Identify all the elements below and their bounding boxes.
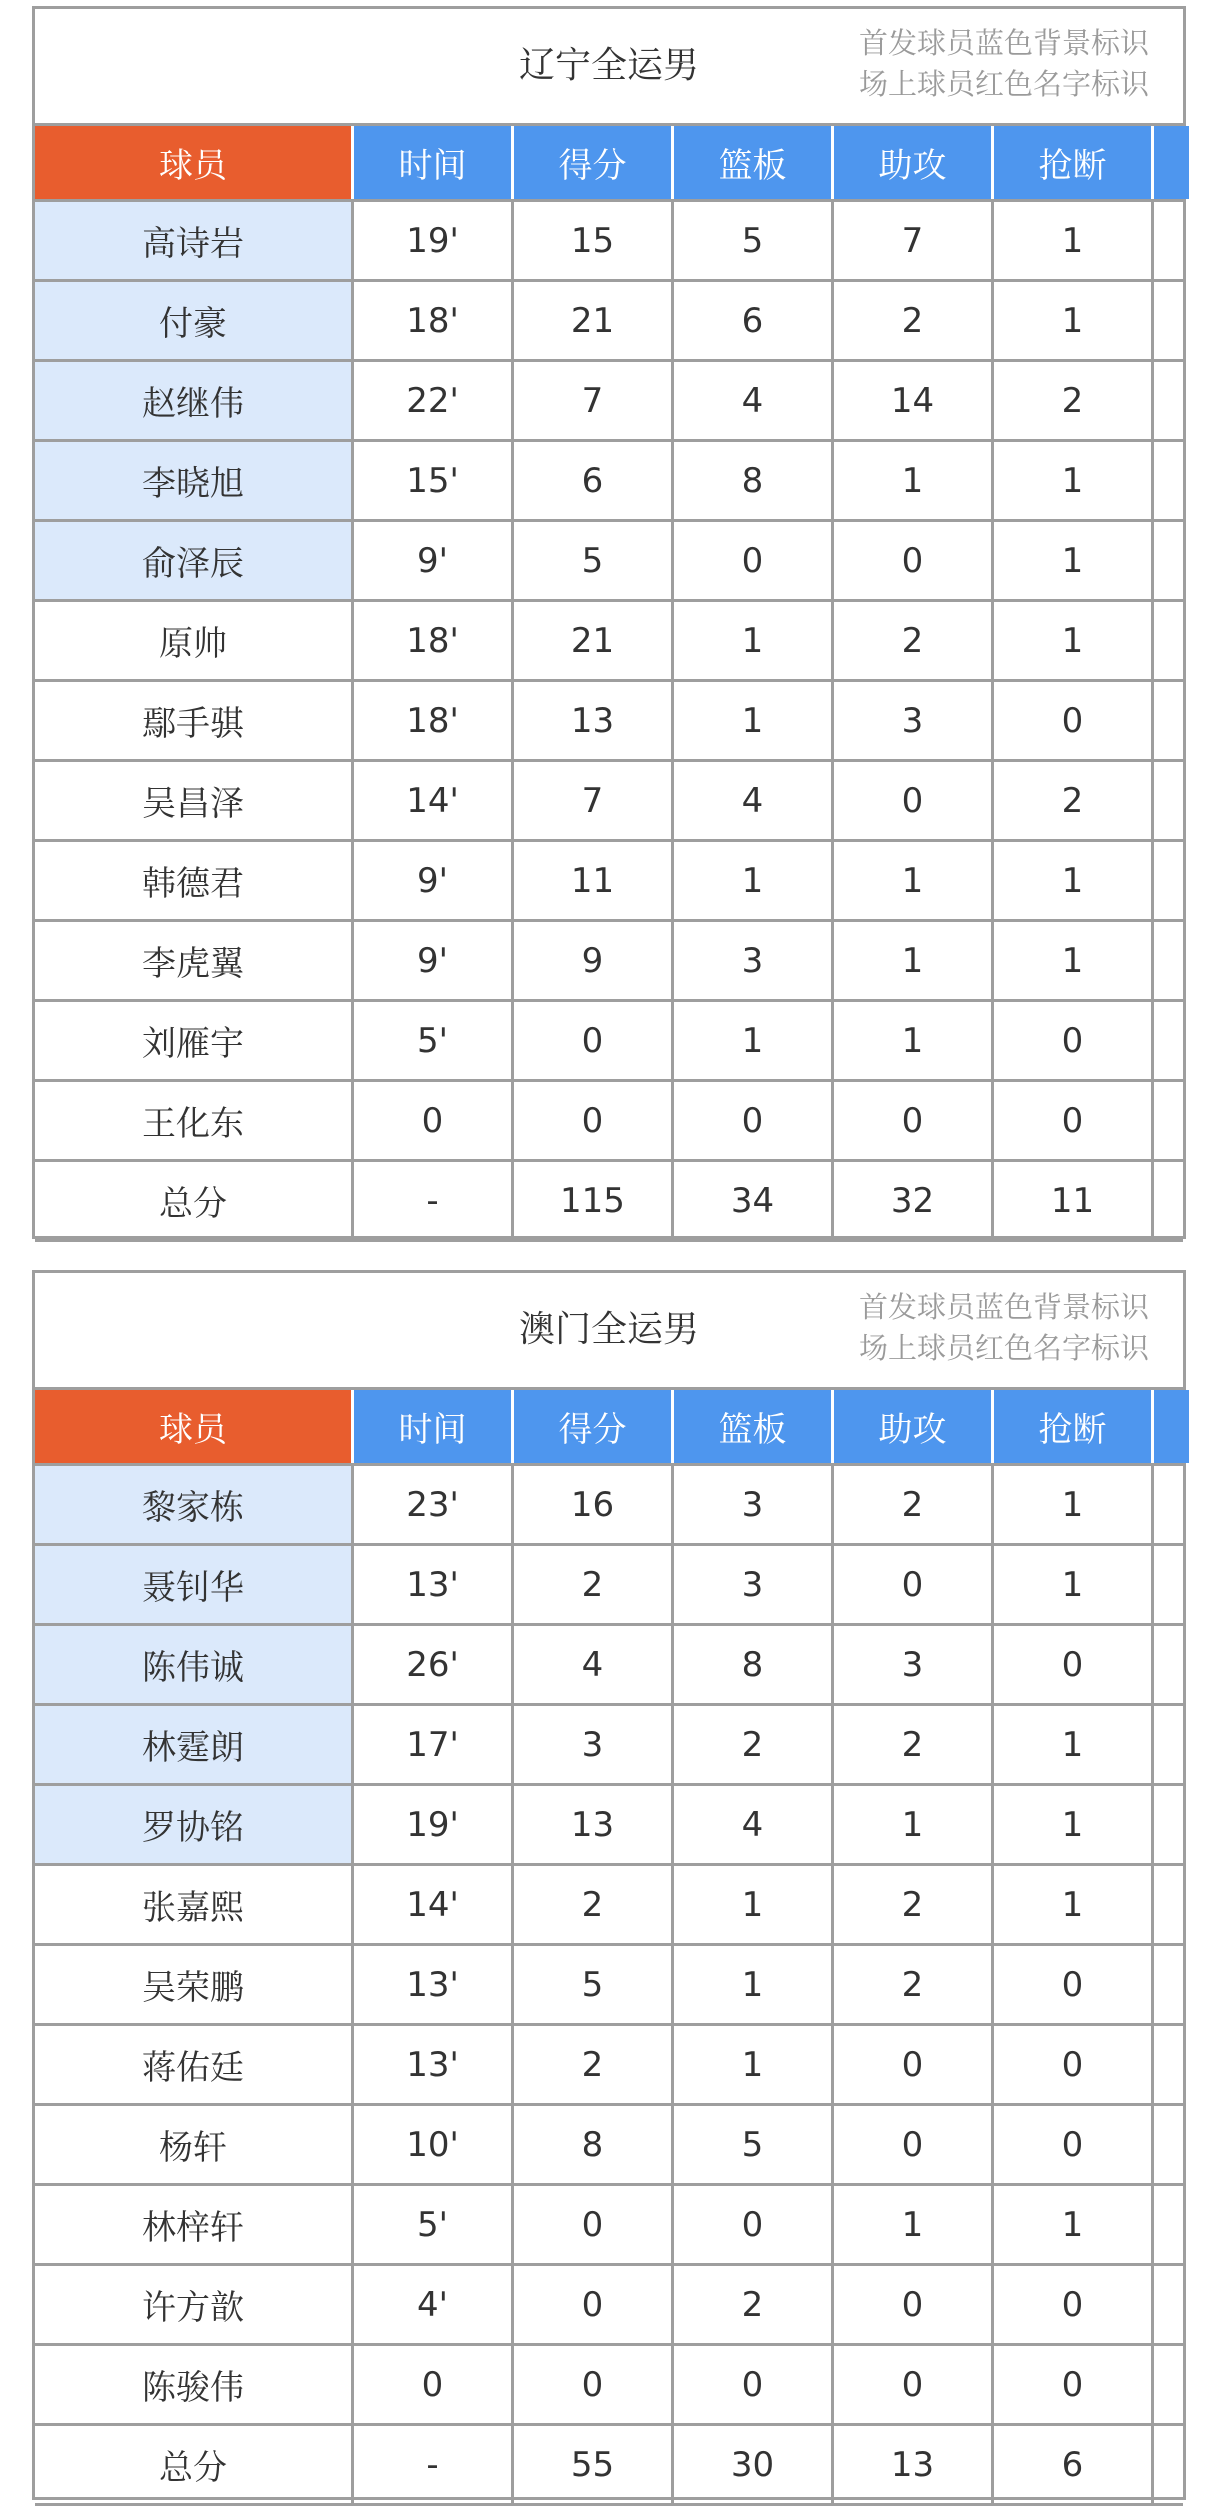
steals-cell: 1 (994, 842, 1154, 919)
player-name-cell: 原帅 (35, 602, 354, 679)
player-rows (35, 202, 1183, 1242)
total-rebounds-cell: 30 (674, 2426, 834, 2503)
assists-cell: 1 (834, 2186, 994, 2263)
points-cell: 2 (514, 1866, 674, 1943)
points-cell: 6 (514, 442, 674, 519)
player-row (35, 2186, 1183, 2266)
steals-cell: 0 (994, 1002, 1154, 1079)
column-header-steals: 抢断 (994, 1390, 1154, 1463)
player-row (35, 762, 1183, 842)
assists-cell: 0 (834, 2026, 994, 2103)
player-name-cell: 杨轩 (35, 2106, 354, 2183)
time-cell: 4' (354, 2266, 514, 2343)
row-overflow-cell (1154, 2426, 1189, 2503)
player-name-cell: 黎家栋 (35, 1466, 354, 1543)
rebounds-cell: 4 (674, 762, 834, 839)
total-label-cell: 总分 (35, 2426, 354, 2503)
total-time-cell: - (354, 1162, 514, 1239)
team-table-macau (32, 1270, 1186, 2500)
assists-cell: 0 (834, 1546, 994, 1623)
rebounds-cell: 4 (674, 1786, 834, 1863)
column-header-time: 时间 (354, 126, 514, 199)
points-cell: 2 (514, 2026, 674, 2103)
team-name: 辽宁全运男 (518, 45, 699, 86)
player-name-cell: 高诗岩 (35, 202, 354, 279)
rebounds-cell: 3 (674, 922, 834, 999)
rebounds-cell: 0 (674, 2186, 834, 2263)
column-header-player: 球员 (35, 126, 354, 199)
assists-cell: 0 (834, 2266, 994, 2343)
column-header-overflow (1154, 126, 1189, 199)
steals-cell: 1 (994, 602, 1154, 679)
total-points-cell: 115 (514, 1162, 674, 1239)
time-cell: 10' (354, 2106, 514, 2183)
player-row (35, 1786, 1183, 1866)
legend-oncourt-note: 场上球员红色名字标识 (858, 1331, 1149, 1365)
player-row (35, 1946, 1183, 2026)
player-row (35, 362, 1183, 442)
rebounds-cell: 1 (674, 1946, 834, 2023)
points-cell: 0 (514, 1082, 674, 1159)
rebounds-cell: 0 (674, 522, 834, 599)
legend-starter-note: 首发球员蓝色背景标识 (858, 26, 1149, 60)
rebounds-cell: 1 (674, 2026, 834, 2103)
rebounds-cell: 4 (674, 362, 834, 439)
assists-cell: 0 (834, 2106, 994, 2183)
player-name-cell: 王化东 (35, 1082, 354, 1159)
rebounds-cell: 8 (674, 442, 834, 519)
total-steals-cell: 11 (994, 1162, 1154, 1239)
time-cell: 14' (354, 762, 514, 839)
row-overflow-cell (1154, 2266, 1189, 2343)
assists-cell: 0 (834, 2346, 994, 2423)
column-header-row (35, 126, 1183, 202)
team-name: 澳门全运男 (518, 1309, 699, 1350)
time-cell: 18' (354, 282, 514, 359)
rebounds-cell: 0 (674, 2346, 834, 2423)
assists-cell: 1 (834, 1002, 994, 1079)
steals-cell: 0 (994, 1082, 1154, 1159)
player-row (35, 2346, 1183, 2426)
points-cell: 3 (514, 1706, 674, 1783)
player-name-cell: 许方歆 (35, 2266, 354, 2343)
player-row (35, 602, 1183, 682)
player-name-cell: 赵继伟 (35, 362, 354, 439)
legend-oncourt-note: 场上球员红色名字标识 (858, 67, 1149, 101)
table-title-bar (35, 9, 1183, 126)
row-overflow-cell (1154, 1162, 1189, 1239)
assists-cell: 0 (834, 762, 994, 839)
row-overflow-cell (1154, 202, 1189, 279)
assists-cell: 2 (834, 1706, 994, 1783)
team-table-liaoning (32, 6, 1186, 1239)
player-name-cell: 付豪 (35, 282, 354, 359)
assists-cell: 1 (834, 922, 994, 999)
total-time-cell: - (354, 2426, 514, 2503)
rebounds-cell: 1 (674, 602, 834, 679)
time-cell: 23' (354, 1466, 514, 1543)
assists-cell: 7 (834, 202, 994, 279)
column-header-assists: 助攻 (834, 1390, 994, 1463)
rebounds-cell: 3 (674, 1546, 834, 1623)
column-header-points: 得分 (514, 1390, 674, 1463)
player-name-cell: 俞泽辰 (35, 522, 354, 599)
player-name-cell: 林霆朗 (35, 1706, 354, 1783)
steals-cell: 1 (994, 1786, 1154, 1863)
steals-cell: 2 (994, 762, 1154, 839)
rebounds-cell: 2 (674, 1706, 834, 1783)
assists-cell: 0 (834, 1082, 994, 1159)
row-overflow-cell (1154, 1946, 1189, 2023)
player-row (35, 1626, 1183, 1706)
points-cell: 4 (514, 1626, 674, 1703)
row-overflow-cell (1154, 1546, 1189, 1623)
points-cell: 13 (514, 682, 674, 759)
steals-cell: 0 (994, 2026, 1154, 2103)
total-assists-cell: 32 (834, 1162, 994, 1239)
total-label-cell: 总分 (35, 1162, 354, 1239)
row-overflow-cell (1154, 922, 1189, 999)
steals-cell: 0 (994, 2346, 1154, 2423)
column-header-rebounds: 篮板 (674, 1390, 834, 1463)
row-overflow-cell (1154, 762, 1189, 839)
column-header-player: 球员 (35, 1390, 354, 1463)
assists-cell: 3 (834, 1626, 994, 1703)
rebounds-cell: 1 (674, 1866, 834, 1943)
points-cell: 21 (514, 282, 674, 359)
column-header-rebounds: 篮板 (674, 126, 834, 199)
player-name-cell: 吴昌泽 (35, 762, 354, 839)
steals-cell: 1 (994, 1866, 1154, 1943)
time-cell: 0 (354, 2346, 514, 2423)
column-header-assists: 助攻 (834, 126, 994, 199)
total-rebounds-cell: 34 (674, 1162, 834, 1239)
player-name-cell: 鄢手骐 (35, 682, 354, 759)
time-cell: 18' (354, 602, 514, 679)
assists-cell: 1 (834, 1786, 994, 1863)
points-cell: 7 (514, 762, 674, 839)
total-steals-cell: 6 (994, 2426, 1154, 2503)
player-row (35, 1466, 1183, 1546)
legend-note (859, 23, 1149, 105)
rebounds-cell: 8 (674, 1626, 834, 1703)
points-cell: 15 (514, 202, 674, 279)
time-cell: 13' (354, 1946, 514, 2023)
steals-cell: 0 (994, 1626, 1154, 1703)
steals-cell: 1 (994, 2186, 1154, 2263)
steals-cell: 1 (994, 522, 1154, 599)
time-cell: 22' (354, 362, 514, 439)
player-row (35, 2026, 1183, 2106)
steals-cell: 0 (994, 1946, 1154, 2023)
player-name-cell: 林梓轩 (35, 2186, 354, 2263)
player-name-cell: 刘雁宇 (35, 1002, 354, 1079)
steals-cell: 1 (994, 1466, 1154, 1543)
row-overflow-cell (1154, 842, 1189, 919)
time-cell: 5' (354, 1002, 514, 1079)
time-cell: 13' (354, 1546, 514, 1623)
points-cell: 16 (514, 1466, 674, 1543)
points-cell: 13 (514, 1786, 674, 1863)
player-row (35, 1866, 1183, 1946)
legend-starter-note: 首发球员蓝色背景标识 (858, 1290, 1149, 1324)
assists-cell: 2 (834, 1946, 994, 2023)
rebounds-cell: 0 (674, 1082, 834, 1159)
row-overflow-cell (1154, 1466, 1189, 1543)
time-cell: 18' (354, 682, 514, 759)
time-cell: 5' (354, 2186, 514, 2263)
player-row (35, 202, 1183, 282)
row-overflow-cell (1154, 1866, 1189, 1943)
player-name-cell: 陈伟诚 (35, 1626, 354, 1703)
time-cell: 19' (354, 202, 514, 279)
points-cell: 2 (514, 1546, 674, 1623)
row-overflow-cell (1154, 1002, 1189, 1079)
row-overflow-cell (1154, 362, 1189, 439)
steals-cell: 1 (994, 282, 1154, 359)
time-cell: 14' (354, 1866, 514, 1943)
steals-cell: 0 (994, 682, 1154, 759)
row-overflow-cell (1154, 442, 1189, 519)
row-overflow-cell (1154, 282, 1189, 359)
total-assists-cell: 13 (834, 2426, 994, 2503)
player-name-cell: 陈骏伟 (35, 2346, 354, 2423)
rebounds-cell: 6 (674, 282, 834, 359)
player-row (35, 282, 1183, 362)
player-row (35, 2106, 1183, 2186)
assists-cell: 14 (834, 362, 994, 439)
time-cell: 13' (354, 2026, 514, 2103)
steals-cell: 0 (994, 2106, 1154, 2183)
points-cell: 0 (514, 2266, 674, 2343)
player-name-cell: 聂钊华 (35, 1546, 354, 1623)
column-header-steals: 抢断 (994, 126, 1154, 199)
steals-cell: 1 (994, 442, 1154, 519)
time-cell: 9' (354, 842, 514, 919)
player-row (35, 842, 1183, 922)
rebounds-cell: 1 (674, 842, 834, 919)
points-cell: 5 (514, 1946, 674, 2023)
row-overflow-cell (1154, 1706, 1189, 1783)
assists-cell: 1 (834, 842, 994, 919)
points-cell: 0 (514, 1002, 674, 1079)
table-title-bar (35, 1273, 1183, 1390)
steals-cell: 1 (994, 202, 1154, 279)
player-row (35, 442, 1183, 522)
total-points-cell: 55 (514, 2426, 674, 2503)
rebounds-cell: 3 (674, 1466, 834, 1543)
player-rows (35, 1466, 1183, 2506)
time-cell: 26' (354, 1626, 514, 1703)
row-overflow-cell (1154, 2186, 1189, 2263)
row-overflow-cell (1154, 682, 1189, 759)
points-cell: 9 (514, 922, 674, 999)
points-cell: 21 (514, 602, 674, 679)
time-cell: 0 (354, 1082, 514, 1159)
rebounds-cell: 5 (674, 202, 834, 279)
player-name-cell: 韩德君 (35, 842, 354, 919)
row-overflow-cell (1154, 1082, 1189, 1159)
time-cell: 19' (354, 1786, 514, 1863)
rebounds-cell: 2 (674, 2266, 834, 2343)
column-header-points: 得分 (514, 126, 674, 199)
column-header-time: 时间 (354, 1390, 514, 1463)
assists-cell: 2 (834, 1866, 994, 1943)
points-cell: 8 (514, 2106, 674, 2183)
assists-cell: 3 (834, 682, 994, 759)
steals-cell: 1 (994, 1706, 1154, 1783)
row-overflow-cell (1154, 2106, 1189, 2183)
row-overflow-cell (1154, 522, 1189, 599)
assists-cell: 2 (834, 602, 994, 679)
player-name-cell: 罗协铭 (35, 1786, 354, 1863)
column-header-row (35, 1390, 1183, 1466)
player-name-cell: 李虎翼 (35, 922, 354, 999)
row-overflow-cell (1154, 2026, 1189, 2103)
player-row (35, 1546, 1183, 1626)
player-name-cell: 张嘉熙 (35, 1866, 354, 1943)
steals-cell: 1 (994, 922, 1154, 999)
time-cell: 17' (354, 1706, 514, 1783)
rebounds-cell: 5 (674, 2106, 834, 2183)
points-cell: 0 (514, 2346, 674, 2423)
player-row (35, 1002, 1183, 1082)
time-cell: 9' (354, 522, 514, 599)
points-cell: 0 (514, 2186, 674, 2263)
row-overflow-cell (1154, 1626, 1189, 1703)
player-row (35, 2266, 1183, 2346)
steals-cell: 2 (994, 362, 1154, 439)
player-row (35, 682, 1183, 762)
steals-cell: 0 (994, 2266, 1154, 2343)
total-row (35, 1162, 1183, 1242)
player-name-cell: 吴荣鹏 (35, 1946, 354, 2023)
assists-cell: 2 (834, 1466, 994, 1543)
player-row (35, 522, 1183, 602)
total-row (35, 2426, 1183, 2506)
points-cell: 7 (514, 362, 674, 439)
legend-note (859, 1287, 1149, 1369)
player-name-cell: 李晓旭 (35, 442, 354, 519)
row-overflow-cell (1154, 602, 1189, 679)
time-cell: 9' (354, 922, 514, 999)
player-row (35, 1706, 1183, 1786)
column-header-overflow (1154, 1390, 1189, 1463)
assists-cell: 2 (834, 282, 994, 359)
player-row (35, 922, 1183, 1002)
row-overflow-cell (1154, 1786, 1189, 1863)
player-row (35, 1082, 1183, 1162)
points-cell: 5 (514, 522, 674, 599)
rebounds-cell: 1 (674, 682, 834, 759)
assists-cell: 1 (834, 442, 994, 519)
steals-cell: 1 (994, 1546, 1154, 1623)
points-cell: 11 (514, 842, 674, 919)
row-overflow-cell (1154, 2346, 1189, 2423)
rebounds-cell: 1 (674, 1002, 834, 1079)
player-name-cell: 蒋佑廷 (35, 2026, 354, 2103)
assists-cell: 0 (834, 522, 994, 599)
time-cell: 15' (354, 442, 514, 519)
